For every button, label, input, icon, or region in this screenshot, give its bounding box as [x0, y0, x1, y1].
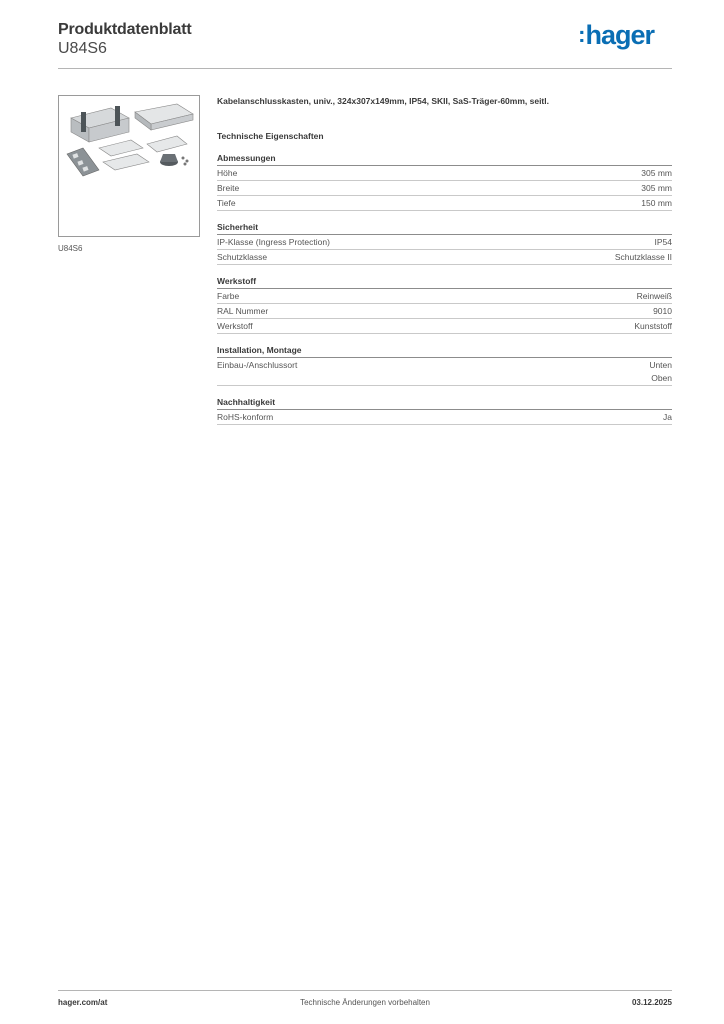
spec-value: Schutzklasse II: [614, 252, 672, 262]
spec-value: Reinweiß: [636, 291, 672, 301]
logo-text: hager: [585, 20, 654, 50]
spec-row: [217, 181, 672, 196]
spec-row: [217, 250, 672, 265]
product-image-icon: [59, 96, 199, 236]
page-header: [58, 20, 672, 58]
spec-label: Breite: [217, 183, 240, 193]
document-title: Produktdatenblatt: [58, 21, 192, 38]
spec-label: Tiefe: [217, 198, 236, 208]
spec-row: [217, 196, 672, 211]
specs-heading: Technische Eigenschaften: [217, 131, 324, 141]
spec-value: IP54: [654, 237, 672, 247]
spec-label: Werkstoff: [217, 321, 253, 331]
footer-date: 03.12.2025: [631, 998, 672, 1007]
spec-value: 305 mm: [641, 168, 672, 178]
product-image-caption: U84S6: [58, 244, 83, 253]
spec-value: [649, 359, 672, 385]
footer-divider: [58, 990, 672, 991]
spec-group-dimensions: [217, 153, 672, 211]
footer-website-link[interactable]: hager.com/at: [58, 998, 108, 1007]
product-details: [217, 95, 672, 425]
spec-group-material: [217, 276, 672, 334]
hager-logo[interactable]: [578, 20, 654, 52]
header-divider: [58, 68, 672, 69]
spec-row: [217, 166, 672, 181]
spec-label: RoHS-konform: [217, 412, 274, 422]
product-description: Kabelanschlusskasten, univ., 324x307x149mm, IP54, SKII, SaS-Träger-60mm, seitl.: [217, 96, 549, 106]
spec-group-title: Nachhaltigkeit: [217, 397, 672, 410]
spec-row: [217, 410, 672, 425]
spec-row: [217, 235, 672, 250]
spec-label: Farbe: [217, 291, 240, 301]
spec-value: 9010: [653, 306, 672, 316]
spec-row: [217, 304, 672, 319]
spec-label: IP-Klasse (Ingress Protection): [217, 237, 330, 247]
spec-label: RAL Nummer: [217, 306, 269, 316]
logo-colon-icon: :: [578, 22, 585, 47]
spec-value: Ja: [663, 412, 672, 422]
spec-group-safety: [217, 222, 672, 265]
spec-group-sustainability: [217, 397, 672, 425]
product-image-frame: [58, 95, 200, 237]
spec-group-title: Werkstoff: [217, 276, 672, 289]
spec-group-installation: [217, 345, 672, 386]
spec-value: 305 mm: [641, 183, 672, 193]
spec-value-line: Oben: [651, 373, 672, 383]
spec-value: Kunststoff: [634, 321, 672, 331]
spec-label: Einbau-/Anschlussort: [217, 360, 298, 370]
spec-group-title: Abmessungen: [217, 153, 672, 166]
spec-group-title: Sicherheit: [217, 222, 672, 235]
spec-row: [217, 319, 672, 334]
spec-value: 150 mm: [641, 198, 672, 208]
footer-note: Technische Änderungen vorbehalten: [300, 998, 430, 1007]
spec-label: Höhe: [217, 168, 238, 178]
product-code: U84S6: [58, 40, 107, 57]
spec-group-title: Installation, Montage: [217, 345, 672, 358]
spec-value-line: Unten: [649, 360, 672, 370]
spec-label: Schutzklasse: [217, 252, 268, 262]
spec-row: [217, 289, 672, 304]
spec-row: [217, 358, 672, 386]
